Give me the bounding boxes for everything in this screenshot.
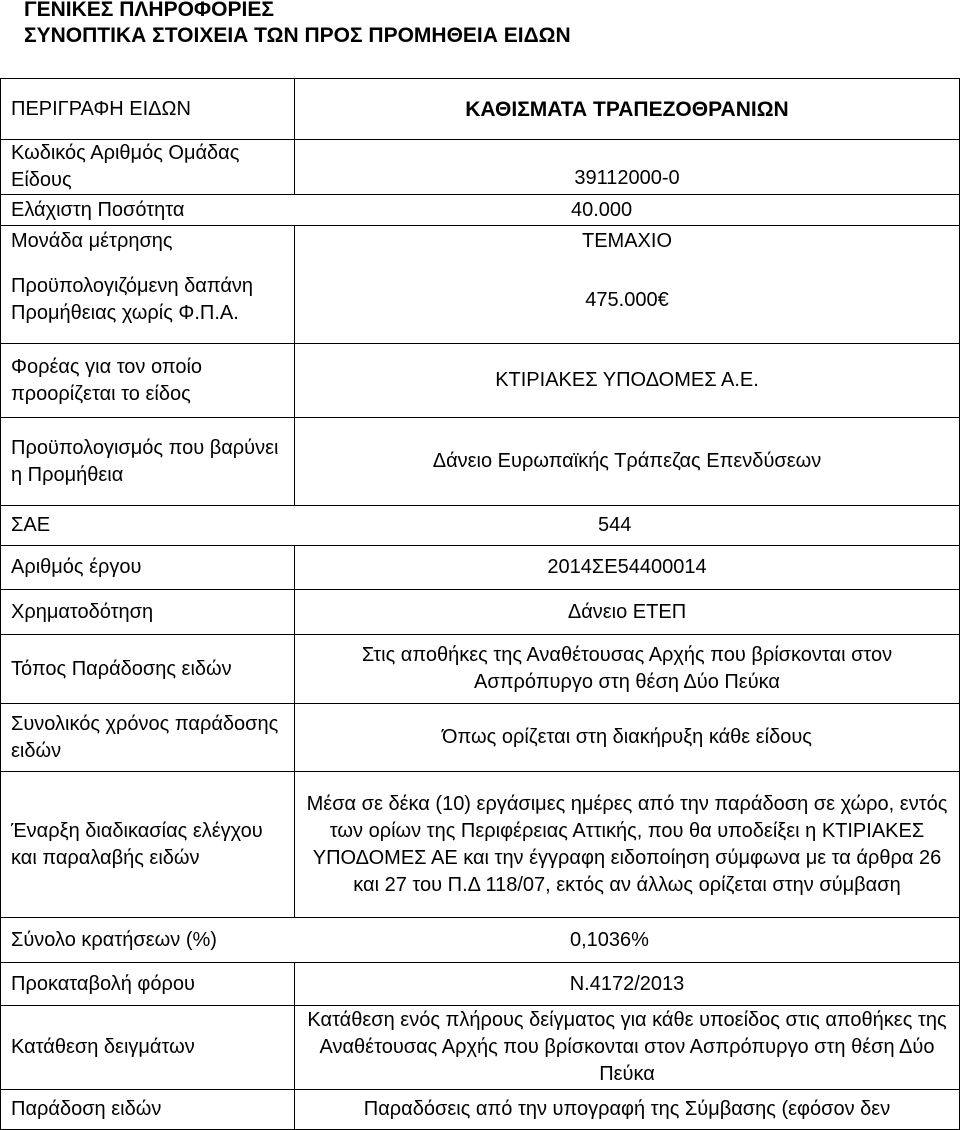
table-row <box>1 546 960 590</box>
row-value-cpv: 39112000-0 <box>295 140 960 195</box>
row-value-funding-budget: Δάνειο Ευρωπαϊκής Τράπεζας Επενδύσεων <box>295 418 960 506</box>
row-value-agency: ΚΤΙΡΙΑΚΕΣ ΥΠΟΔΟΜΕΣ Α.Ε. <box>295 344 960 418</box>
row-label-delivery-time: Συνολικός χρόνος παράδοσης ειδών <box>1 704 295 772</box>
table-row <box>1 506 960 546</box>
table-row <box>1 140 960 195</box>
row-min-quantity <box>1 195 960 226</box>
row-label-inspection-start: Έναρξη διαδικασίας ελέγχου και παραλαβής ειδών <box>1 772 295 918</box>
row-deductions <box>1 918 960 963</box>
section-subheading: ΣΥΝΟΠΤΙΚΑ ΣΤΟΙΧΕΙΑ ΤΩΝ ΠΡΟΣ ΠΡΟΜΗΘΕΙΑ ΕΙΔΩΝ <box>24 24 571 47</box>
table-row <box>1 418 960 506</box>
table-row <box>1 79 960 140</box>
table-row <box>1 963 960 1006</box>
row-label-sae: ΣΑΕ <box>11 514 51 536</box>
row-value-delivery: Παραδόσεις από την υπογραφή της Σύμβασης (εφόσον δεν <box>295 1090 960 1130</box>
row-label-samples: Κατάθεση δειγμάτων <box>1 1006 295 1090</box>
row-value-delivery-time: Όπως ορίζεται στη διακήρυξη κάθε είδους <box>295 704 960 772</box>
row-label-min-quantity: Ελάχιστη Ποσότητα <box>11 198 185 221</box>
row-label-project-number: Αριθμός έργου <box>1 546 295 590</box>
row-label-delivery: Παράδοση ειδών <box>1 1090 295 1130</box>
section-heading: ΓΕΝΙΚΕΣ ΠΛΗΡΟΦΟΡΙΕΣ <box>24 0 274 21</box>
row-label-financing: Χρηματοδότηση <box>1 590 295 635</box>
table-row <box>1 772 960 918</box>
table-row <box>1 258 960 344</box>
row-value-delivery-place: Στις αποθήκες της Αναθέτουσας Αρχής που βρίσκονται στον Ασπρόπυργο στη θέση Δύο Πεύκα <box>295 635 960 704</box>
row-value-project-number: 2014ΣΕ54400014 <box>295 546 960 590</box>
row-label-description: ΠΕΡΙΓΡΑΦΗ ΕΙΔΩΝ <box>1 79 295 140</box>
table-row <box>1 1090 960 1130</box>
row-label-delivery-place: Τόπος Παράδοσης ειδών <box>1 635 295 704</box>
table-row <box>1 635 960 704</box>
row-value-sae: 544 <box>598 514 632 536</box>
table-row <box>1 590 960 635</box>
row-sae <box>1 506 960 546</box>
row-label-budget: Προϋπολογιζόμενη δαπάνη Προμήθειας χωρίς Φ.Π.Α. <box>1 258 295 344</box>
row-label-cpv: Κωδικός Αριθμός Ομάδας Είδους <box>1 140 295 195</box>
row-value-deductions: 0,1036% <box>570 928 649 951</box>
table-row <box>1 704 960 772</box>
table-row <box>1 195 960 226</box>
summary-table <box>0 78 960 1130</box>
row-value-budget: 475.000€ <box>295 258 960 344</box>
row-label-funding-budget: Προϋπολογισμός που βαρύνει η Προμήθεια <box>1 418 295 506</box>
row-value-financing: Δάνειο ΕΤΕΠ <box>295 590 960 635</box>
row-label-unit: Μονάδα μέτρησης <box>1 226 295 258</box>
table-row <box>1 1006 960 1090</box>
table-row <box>1 918 960 963</box>
row-label-agency: Φορέας για τον οποίο προορίζεται το είδος <box>1 344 295 418</box>
row-value-min-quantity: 40.000 <box>571 198 633 221</box>
row-label-tax-prepayment: Προκαταβολή φόρου <box>1 963 295 1006</box>
row-value-tax-prepayment: Ν.4172/2013 <box>295 963 960 1006</box>
row-label-deductions: Σύνολο κρατήσεων (%) <box>11 928 217 951</box>
row-value-inspection-start: Μέσα σε δέκα (10) εργάσιμες ημέρες από την παράδοση σε χώρο, εντός των ορίων της Περιφέρειας Αττικής, που θα υποδείξει η ΚΤΙΡΙΑΚΕΣ ΥΠΟΔΟΜΕΣ ΑΕ και την έγγραφη ειδοποίηση σύμφωνα με τα άρθρα 26 και 27 του Π.Δ 118/07, εκτός αν άλλως ορίζεται στην σύμβαση <box>295 772 960 918</box>
table-row <box>1 226 960 258</box>
row-value-samples: Κατάθεση ενός πλήρους δείγματος για κάθε υποείδος στις αποθήκες της Αναθέτουσας Αρχής που βρίσκονται στον Ασπρόπυργο στη θέση Δύο Πεύκα <box>295 1006 960 1090</box>
row-value-description: ΚΑΘΙΣΜΑΤΑ ΤΡΑΠΕΖΟΘΡΑΝΙΩΝ <box>295 79 960 140</box>
row-value-unit: ΤΕΜΑΧΙΟ <box>295 226 960 258</box>
table-row <box>1 344 960 418</box>
